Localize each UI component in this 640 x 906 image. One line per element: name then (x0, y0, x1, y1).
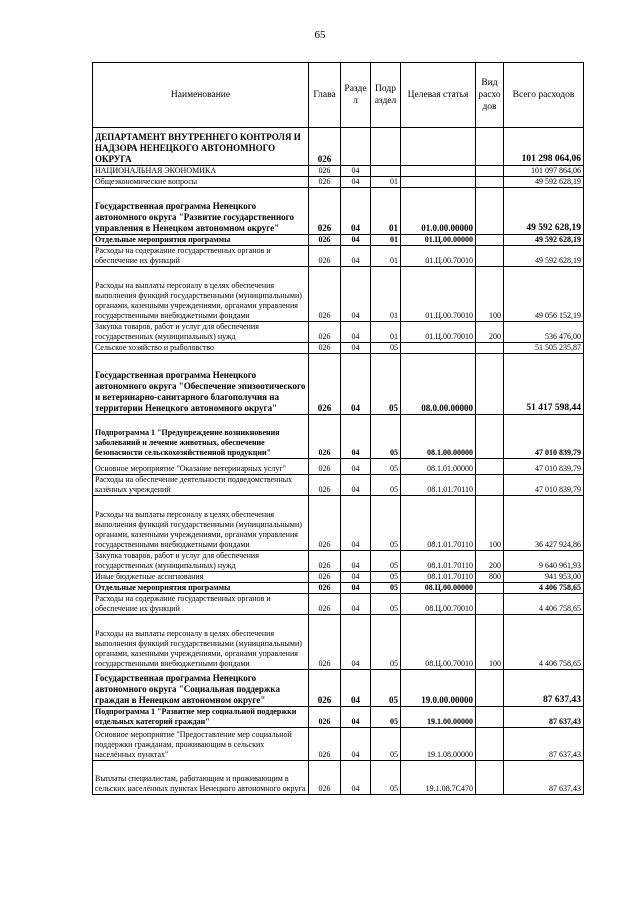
cell-total: 941 953,00 (504, 572, 584, 583)
header-type: Вид расхо дов (476, 63, 504, 128)
cell-section: 04 (341, 322, 371, 343)
header-section: Разде л (341, 63, 371, 128)
table-body (93, 128, 584, 795)
cell-chapter: 026 (309, 707, 341, 728)
cell-name: Отдельные мероприятия программы (93, 583, 309, 594)
cell-type (476, 166, 504, 177)
table-row (93, 177, 584, 188)
cell-name: Государственная программа Ненецкого автономного округа "Развитие государственного управления в Ненецком автономном округе" (93, 188, 309, 235)
cell-subsection: 01 (371, 267, 401, 322)
cell-section: 04 (341, 707, 371, 728)
cell-section: 04 (341, 415, 371, 459)
cell-section: 04 (341, 354, 371, 415)
cell-section: 04 (341, 188, 371, 235)
cell-name: Расходы на содержание государственных органов и обеспечение их функций (93, 594, 309, 615)
cell-type (476, 188, 504, 235)
cell-name: Общеэкономические вопросы (93, 177, 309, 188)
cell-type (476, 728, 504, 761)
table-header-row (93, 63, 584, 128)
cell-type (476, 583, 504, 594)
page-number: 65 (314, 29, 326, 41)
table-row (93, 615, 584, 670)
cell-target: 08.0.00.00000 (401, 354, 476, 415)
table-row (93, 343, 584, 354)
cell-total: 36 427 924,86 (504, 496, 584, 551)
header-subsection: Подр аздел (371, 63, 401, 128)
cell-type (476, 459, 504, 475)
cell-name: Расходы на обеспечение деятельности подведомственных казённых учреждений (93, 475, 309, 496)
table-row (93, 572, 584, 583)
cell-type (476, 246, 504, 267)
cell-chapter: 026 (309, 415, 341, 459)
cell-target: 08.1.01.70110 (401, 496, 476, 551)
header-target: Целевая статья (401, 63, 476, 128)
cell-total: 536 476,00 (504, 322, 584, 343)
cell-section (341, 128, 371, 166)
cell-subsection (371, 128, 401, 166)
cell-chapter: 026 (309, 761, 341, 795)
cell-total: 47 010 839,79 (504, 475, 584, 496)
cell-name: Закупка товаров, работ и услуг для обеспечения государственных (муниципальных) нужд (93, 322, 309, 343)
cell-total: 47 010 839,79 (504, 459, 584, 475)
cell-type: 200 (476, 551, 504, 572)
cell-type (476, 354, 504, 415)
table-row (93, 459, 584, 475)
cell-section: 04 (341, 235, 371, 246)
cell-chapter: 026 (309, 615, 341, 670)
cell-target: 01.Ц.00.00000 (401, 235, 476, 246)
cell-target: 01.Ц.00.70010 (401, 246, 476, 267)
cell-subsection: 05 (371, 475, 401, 496)
cell-target (401, 343, 476, 354)
cell-total: 4 406 758,65 (504, 615, 584, 670)
cell-type (476, 670, 504, 707)
cell-target: 01.0.00.00000 (401, 188, 476, 235)
cell-name: Государственная программа Ненецкого автономного округа "Социальная поддержка граждан в Ненецком автономном округе" (93, 670, 309, 707)
cell-chapter: 026 (309, 572, 341, 583)
cell-subsection: 01 (371, 235, 401, 246)
cell-type (476, 343, 504, 354)
cell-subsection (371, 166, 401, 177)
cell-name: Закупка товаров, работ и услуг для обеспечения государственных (муниципальных) нужд (93, 551, 309, 572)
cell-subsection: 01 (371, 177, 401, 188)
table-row (93, 496, 584, 551)
cell-type: 200 (476, 322, 504, 343)
header-total: Всего расходов (504, 63, 584, 128)
header-chapter: Глава (309, 63, 341, 128)
cell-chapter: 026 (309, 670, 341, 707)
table-row (93, 128, 584, 166)
cell-type: 100 (476, 267, 504, 322)
header-name: Наименование (93, 63, 309, 128)
cell-total: 87 637,43 (504, 728, 584, 761)
cell-subsection: 05 (371, 459, 401, 475)
cell-chapter: 026 (309, 188, 341, 235)
table-row (93, 246, 584, 267)
cell-section: 04 (341, 572, 371, 583)
cell-section: 04 (341, 343, 371, 354)
cell-target (401, 177, 476, 188)
cell-name: Подпрограмма 1 "Развитие мер социальной поддержки отдельных категорий граждан" (93, 707, 309, 728)
cell-type (476, 128, 504, 166)
cell-chapter: 026 (309, 475, 341, 496)
cell-chapter: 026 (309, 496, 341, 551)
cell-name: Основное мероприятие "Оказание ветеринарных услуг" (93, 459, 309, 475)
cell-name: Расходы на содержание государственных органов и обеспечение их функций (93, 246, 309, 267)
cell-subsection: 05 (371, 572, 401, 583)
cell-type (476, 707, 504, 728)
cell-type (476, 177, 504, 188)
cell-name: Расходы на выплаты персоналу в целях обеспечения выполнения функций государственными (муниципальными) органами, казенными учреждениями, органами управления государственными внебюджетными фондами (93, 267, 309, 322)
cell-total: 87 637,43 (504, 761, 584, 795)
cell-subsection: 05 (371, 707, 401, 728)
cell-subsection: 05 (371, 496, 401, 551)
cell-type (476, 594, 504, 615)
cell-subsection: 05 (371, 615, 401, 670)
cell-target (401, 166, 476, 177)
cell-total: 101 298 064,06 (504, 128, 584, 166)
cell-chapter: 026 (309, 583, 341, 594)
table-row (93, 761, 584, 795)
cell-section: 04 (341, 583, 371, 594)
cell-total: 49 592 628,19 (504, 235, 584, 246)
cell-chapter: 026 (309, 235, 341, 246)
cell-name: Сельское хозяйство и рыболовство (93, 343, 309, 354)
table-row (93, 475, 584, 496)
cell-name: Выплаты специалистам, работающим и проживающим в сельских населённых пунктах Ненецкого автономного округа (93, 761, 309, 795)
cell-total: 49 592 628,19 (504, 188, 584, 235)
cell-section: 04 (341, 459, 371, 475)
cell-name: Основное мероприятие "Предоставление мер социальной поддержки гражданам, проживающим в сельских населённых пунктах" (93, 728, 309, 761)
cell-total: 51 417 598,44 (504, 354, 584, 415)
cell-section: 04 (341, 761, 371, 795)
cell-chapter: 026 (309, 343, 341, 354)
cell-section: 04 (341, 551, 371, 572)
cell-subsection: 05 (371, 551, 401, 572)
cell-target: 08.Ц.00.70010 (401, 594, 476, 615)
cell-target: 08.Ц.00.00000 (401, 583, 476, 594)
cell-name: ДЕПАРТАМЕНТ ВНУТРЕННЕГО КОНТРОЛЯ И НАДЗОРА НЕНЕЦКОГО АВТОНОМНОГО ОКРУГА (93, 128, 309, 166)
cell-subsection: 01 (371, 246, 401, 267)
table-row (93, 670, 584, 707)
cell-chapter: 026 (309, 354, 341, 415)
cell-subsection: 05 (371, 670, 401, 707)
cell-target: 08.1.01.70110 (401, 572, 476, 583)
cell-target: 08.1.00.00000 (401, 415, 476, 459)
cell-type: 100 (476, 615, 504, 670)
table-row (93, 354, 584, 415)
cell-type: 800 (476, 572, 504, 583)
table-row (93, 728, 584, 761)
cell-chapter: 026 (309, 551, 341, 572)
cell-chapter: 026 (309, 246, 341, 267)
cell-total: 47 010 839,79 (504, 415, 584, 459)
cell-name: Подпрограмма 1 "Предупреждение возникновения заболеваний и лечение животных, обеспечение безопасности сельскохозяйственной продукции" (93, 415, 309, 459)
cell-section: 04 (341, 177, 371, 188)
cell-section: 04 (341, 594, 371, 615)
table-row (93, 188, 584, 235)
cell-subsection: 01 (371, 322, 401, 343)
cell-name: НАЦИОНАЛЬНАЯ ЭКОНОМИКА (93, 166, 309, 177)
cell-total: 87 637,43 (504, 707, 584, 728)
cell-section: 04 (341, 166, 371, 177)
cell-subsection: 05 (371, 728, 401, 761)
cell-target: 08.Ц.00.70010 (401, 615, 476, 670)
cell-target: 19.1.00.00000 (401, 707, 476, 728)
cell-subsection: 05 (371, 583, 401, 594)
cell-type: 100 (476, 496, 504, 551)
cell-name: Государственная программа Ненецкого автономного округа "Обеспечение эпизоотического и ветеринарно-санитарного благополучия на территории Ненецкого автономного округа" (93, 354, 309, 415)
cell-target: 19.0.00.00000 (401, 670, 476, 707)
cell-target (401, 128, 476, 166)
table-row (93, 267, 584, 322)
cell-chapter: 026 (309, 177, 341, 188)
cell-section: 04 (341, 496, 371, 551)
cell-subsection: 01 (371, 188, 401, 235)
cell-type (476, 235, 504, 246)
cell-chapter: 026 (309, 322, 341, 343)
cell-section: 04 (341, 615, 371, 670)
table-row (93, 707, 584, 728)
table-row (93, 551, 584, 572)
budget-table (92, 62, 584, 795)
table-row (93, 166, 584, 177)
cell-name: Расходы на выплаты персоналу в целях обеспечения выполнения функций государственными (муниципальными) органами, казенными учреждениями, органами управления государственными внебюджетными фондами (93, 496, 309, 551)
cell-total: 51 505 235,87 (504, 343, 584, 354)
cell-total: 49 056 152,19 (504, 267, 584, 322)
cell-target: 01.Ц.00.70010 (401, 267, 476, 322)
cell-chapter: 026 (309, 594, 341, 615)
cell-chapter: 026 (309, 128, 341, 166)
cell-target: 08.1.01.00000 (401, 459, 476, 475)
cell-chapter: 026 (309, 459, 341, 475)
cell-subsection: 05 (371, 354, 401, 415)
cell-target: 01.Ц.00.70010 (401, 322, 476, 343)
cell-total: 4 406 758,65 (504, 583, 584, 594)
cell-total: 49 592 628,19 (504, 177, 584, 188)
cell-total: 101 097 864,06 (504, 166, 584, 177)
cell-section: 04 (341, 670, 371, 707)
table-row (93, 322, 584, 343)
cell-type (476, 761, 504, 795)
table-row (93, 594, 584, 615)
cell-subsection: 05 (371, 594, 401, 615)
cell-name: Расходы на выплаты персоналу в целях обеспечения выполнения функций государственными (муниципальными) органами, казенными учреждениями, органами управления государственными внебюджетными фондами (93, 615, 309, 670)
cell-target: 08.1.01.70110 (401, 475, 476, 496)
table-row (93, 235, 584, 246)
cell-total: 87 637,43 (504, 670, 584, 707)
cell-type (476, 415, 504, 459)
cell-total: 49 592 628,19 (504, 246, 584, 267)
cell-total: 9 640 961,93 (504, 551, 584, 572)
cell-section: 04 (341, 728, 371, 761)
cell-total: 4 406 758,65 (504, 594, 584, 615)
cell-target: 08.1.01.70110 (401, 551, 476, 572)
cell-chapter: 026 (309, 728, 341, 761)
table-row (93, 583, 584, 594)
cell-type (476, 475, 504, 496)
cell-section: 04 (341, 267, 371, 322)
cell-chapter: 026 (309, 166, 341, 177)
cell-section: 04 (341, 246, 371, 267)
cell-subsection: 05 (371, 343, 401, 354)
table-row (93, 415, 584, 459)
cell-subsection: 05 (371, 415, 401, 459)
cell-target: 19.1.08.00000 (401, 728, 476, 761)
cell-name: Иные бюджетные ассигнования (93, 572, 309, 583)
cell-chapter: 026 (309, 267, 341, 322)
cell-subsection: 05 (371, 761, 401, 795)
cell-name: Отдельные мероприятия программы (93, 235, 309, 246)
cell-section: 04 (341, 475, 371, 496)
cell-target: 19.1.08.7С470 (401, 761, 476, 795)
